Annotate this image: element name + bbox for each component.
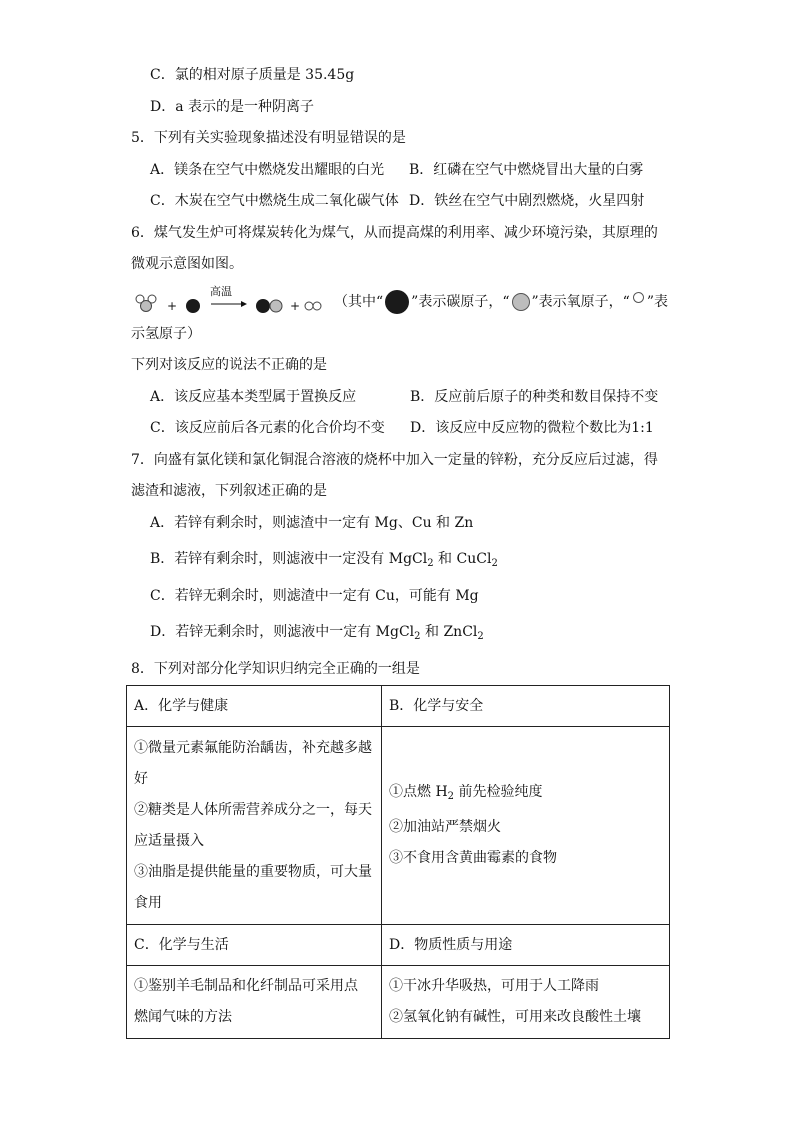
cell-c-title: C．化学与生活 [127, 925, 382, 966]
q6-option-a: A．该反应基本类型属于置换反应 [150, 389, 357, 405]
q5-option-d: D．铁丝在空气中剧烈燃烧，火星四射 [409, 193, 645, 209]
cell-line: ①干冰升华吸热，可用于人工降雨 [389, 978, 599, 994]
legend-oxygen-text: ”表示氧原子，“ [531, 294, 630, 310]
q6-legend [334, 290, 668, 314]
legend-prefix: （其中“ [334, 294, 384, 310]
q6-option-b: B．反应前后原子的种类和数目保持不变 [410, 389, 659, 405]
q6-question: 下列对该反应的说法不正确的是 [131, 357, 327, 373]
cell-a-title: A．化学与健康 [127, 686, 382, 727]
q5-option-a: A．镁条在空气中燃烧发出耀眼的白光 [150, 162, 385, 178]
reaction-arrow [211, 301, 247, 307]
cell-line: ②糖类是人体所需营养成分之一，每天 [134, 801, 372, 818]
q6-stem-line2: 微观示意图如图。 [131, 256, 243, 272]
cell-c-content [127, 966, 382, 1039]
q7-stem-line1: 7．向盛有氯化镁和氯化铜混合溶液的烧杯中加入一定量的锌粉，充分反应后过滤，得 [131, 452, 658, 468]
oxygen-legend-icon [512, 293, 530, 311]
q8-stem: 8．下列对部分化学知识归纳完全正确的一组是 [131, 661, 420, 677]
q7-stem-line2: 滤渣和滤液，下列叙述正确的是 [131, 483, 327, 499]
carbon-legend-icon [385, 290, 409, 314]
cell-line: ②加油站严禁烟火 [389, 819, 501, 835]
q6-stem-line1: 6．煤气发生炉可将煤炭转化为煤气，从而提高煤的利用率、减少环境污染，其原理的 [131, 225, 658, 241]
hydrogen-molecule [305, 302, 321, 310]
hydrogen-legend-icon [633, 292, 644, 303]
q6-legend-line2: 示氢原子） [131, 326, 201, 342]
cell-line: 食用 [134, 894, 162, 911]
q5-stem: 5．下列有关实验现象描述没有明显错误的是 [131, 130, 406, 146]
q5-option-b: B．红磷在空气中燃烧冒出大量的白雾 [409, 162, 644, 178]
condition-label: 高温 [210, 285, 232, 298]
cell-b-title: B．化学与安全 [382, 686, 670, 727]
q6-option-d: D．该反应中反应物的微粒个数比为1:1 [410, 420, 654, 436]
cell-line: ①微量元素氟能防治龋齿，补充越多越 [134, 739, 372, 756]
table-row [127, 925, 670, 966]
cell-a-content [127, 727, 382, 925]
q7-option-d: D．若锌无剩余时，则滤液中一定有 MgCl$_2$ 和 ZnCl$_2$ [150, 624, 484, 642]
q7-option-a: A．若锌有剩余时，则滤渣中一定有 Mg、Cu 和 Zn [150, 515, 474, 531]
cell-line: 燃闻气味的方法 [134, 1009, 232, 1025]
cell-line: ②氢氧化钠有碱性，可用来改良酸性土壤 [389, 1009, 641, 1025]
reaction-diagram [131, 285, 341, 315]
cell-d-content [382, 966, 670, 1039]
cell-line: 应适量摄入 [134, 832, 204, 849]
cell-line: ①鉴别羊毛制品和化纤制品可采用点 [134, 978, 358, 994]
plus-sign-2: + [290, 299, 301, 313]
legend-hydrogen-text: ”表 [646, 294, 668, 310]
table-row [127, 686, 670, 727]
cell-line: 好 [134, 770, 148, 787]
water-molecule [136, 295, 156, 312]
cell-b-content [382, 727, 670, 925]
cell-line: ③不食用含黄曲霉素的食物 [389, 850, 557, 866]
table-row [127, 727, 670, 925]
q7-option-b: B．若锌有剩余时，则滤液中一定没有 MgCl$_2$ 和 CuCl$_2$ [150, 551, 498, 569]
cell-line: ①点燃 $H_2$ 前先检验纯度 [389, 784, 543, 802]
q6-option-c: C．该反应前后各元素的化合价均不变 [150, 420, 385, 436]
cell-line: ③油脂是提供能量的重要物质，可大量 [134, 863, 372, 880]
q4-option-c: C．氯的相对原子质量是 35.45g [150, 67, 355, 83]
q7-option-c: C．若锌无剩余时，则滤渣中一定有 Cu，可能有 Mg [150, 588, 479, 604]
co-molecule [256, 299, 282, 313]
plus-sign-1: + [167, 299, 178, 313]
q5-option-c: C．木炭在空气中燃烧生成二氧化碳气体 [150, 193, 399, 209]
q4-option-d: D．a 表示的是一种阴离子 [150, 99, 315, 115]
table-row [127, 966, 670, 1039]
knowledge-table [126, 685, 670, 1039]
legend-carbon-text: ”表示碳原子，“ [411, 294, 510, 310]
carbon-atom [186, 299, 200, 313]
cell-d-title: D．物质性质与用途 [382, 925, 670, 966]
